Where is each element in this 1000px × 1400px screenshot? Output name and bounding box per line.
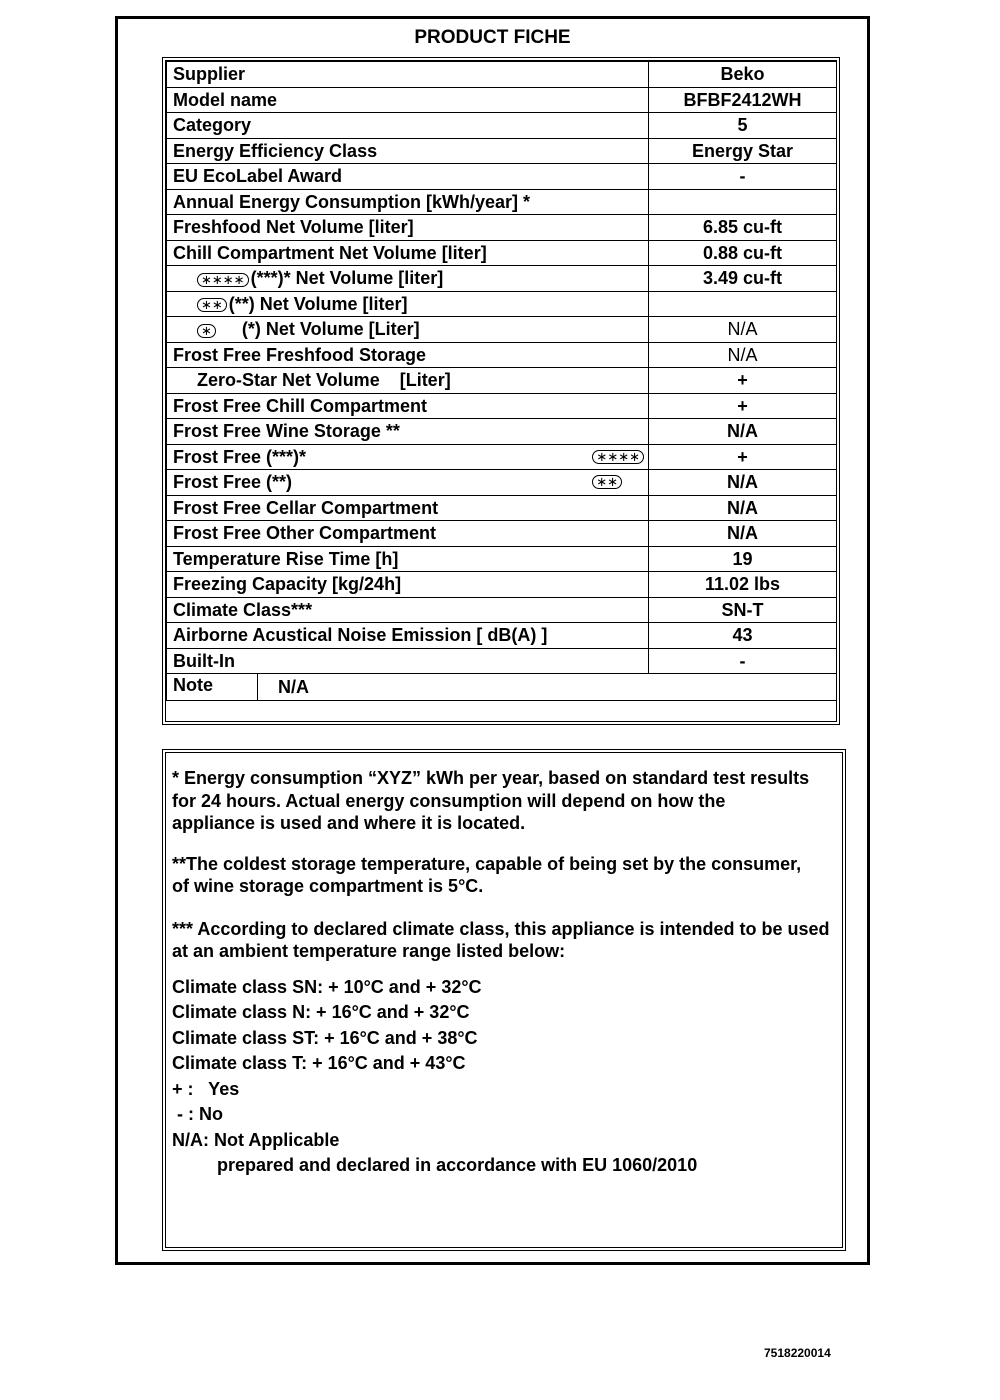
row-label: Annual Energy Consumption [kWh/year] * (167, 189, 649, 215)
row-label: Freshfood Net Volume [liter] (167, 215, 649, 241)
row-value: N/A (649, 470, 837, 496)
row-label-cell (167, 470, 649, 496)
table-row (167, 138, 837, 164)
legend-yes: + : Yes (172, 1078, 240, 1099)
table-row (167, 189, 837, 215)
table-row (167, 572, 837, 598)
row-value: Beko (649, 62, 837, 88)
table-row (167, 470, 837, 496)
footnote-energy: * Energy consumption “XYZ” kWh per year, based on standard test results for 24 hours. Actual energy consumption will depend on how the appliance is used and where it is located. (172, 768, 810, 833)
table-row (167, 419, 837, 445)
row-value: N/A (649, 419, 837, 445)
row-value: BFBF2412WH (649, 87, 837, 113)
row-label: Climate Class*** (167, 597, 649, 623)
row-value: Energy Star (649, 138, 837, 164)
row-label: Frost Free Wine Storage ** (167, 419, 649, 445)
document-code: 7518220014 (764, 1346, 831, 1360)
page-title: PRODUCT FICHE (414, 27, 571, 48)
row-label-cell (167, 317, 649, 343)
row-value: N/A (649, 342, 837, 368)
row-value: 19 (649, 546, 837, 572)
climate-line-n: Climate class N: + 16°C and + 32°C (172, 1002, 470, 1022)
row-value: + (649, 444, 837, 470)
climate-line-t: Climate class T: + 16°C and + 43°C (172, 1053, 466, 1073)
row-label: Frost Free Chill Compartment (167, 393, 649, 419)
table-row (167, 546, 837, 572)
note-row (167, 674, 837, 701)
row-label: Category (167, 113, 649, 139)
table-row (167, 266, 837, 292)
row-value: 11.02 lbs (649, 572, 837, 598)
row-label: Model name (167, 87, 649, 113)
row-value: + (649, 368, 837, 394)
footnotes-frame (162, 749, 846, 1251)
row-label-cell (167, 291, 649, 317)
table-row (167, 240, 837, 266)
row-label: Temperature Rise Time [h] (167, 546, 649, 572)
row-value: + (649, 393, 837, 419)
row-value: 6.85 cu-ft (649, 215, 837, 241)
legend-na: N/A: Not Applicable (172, 1129, 340, 1150)
table-row (167, 495, 837, 521)
row-value: 0.88 cu-ft (649, 240, 837, 266)
row-label: Freezing Capacity [kg/24h] (167, 572, 649, 598)
row-label: Airborne Acustical Noise Emission [ dB(A) ] (167, 623, 649, 649)
one-star-freezer-icon: ∗ (197, 324, 216, 338)
row-label-cell (167, 444, 649, 470)
footnote-climate-class: *** According to declared climate class, this appliance is intended to be used at an ambient temperature range listed below: (172, 918, 830, 961)
table-row (167, 444, 837, 470)
row-label: (***)* Net Volume [liter] (250, 268, 444, 289)
row-label: Frost Free (**) (173, 472, 293, 493)
two-star-freezer-icon: ∗∗ (592, 475, 622, 489)
table-row (167, 648, 837, 674)
row-label-cell (167, 266, 649, 292)
four-star-freezer-icon: ∗∗∗∗ (197, 273, 249, 287)
note-label: Note (167, 674, 258, 700)
row-label: Supplier (167, 62, 649, 88)
row-value (649, 189, 837, 215)
row-label: Built-In (167, 648, 649, 674)
fiche-table (166, 61, 837, 701)
table-row (167, 215, 837, 241)
row-label: Frost Free Cellar Compartment (167, 495, 649, 521)
table-row (167, 342, 837, 368)
declaration-text: prepared and declared in accordance with EU 1060/2010 (217, 1155, 698, 1175)
table-row (167, 87, 837, 113)
row-label: Energy Efficiency Class (167, 138, 649, 164)
table-row (167, 62, 837, 88)
climate-line-st: Climate class ST: + 16°C and + 38°C (172, 1027, 478, 1048)
row-label: (**) Net Volume [liter] (228, 293, 408, 314)
row-value: - (649, 164, 837, 190)
row-value: 5 (649, 113, 837, 139)
row-label: Zero-Star Net Volume [Liter] (167, 368, 649, 394)
row-label: Chill Compartment Net Volume [liter] (167, 240, 649, 266)
table-row (167, 291, 837, 317)
row-label: (*) Net Volume [Liter] (241, 319, 420, 340)
table-row (167, 623, 837, 649)
row-label: EU EcoLabel Award (167, 164, 649, 190)
row-value: N/A (649, 495, 837, 521)
row-value: - (649, 648, 837, 674)
row-value: SN-T (649, 597, 837, 623)
table-row (167, 597, 837, 623)
table-row (167, 393, 837, 419)
table-row (167, 164, 837, 190)
note-cell (167, 674, 837, 701)
table-row (167, 317, 837, 343)
fiche-table-frame (162, 57, 840, 725)
table-row (167, 521, 837, 547)
row-label: Frost Free (***)* (173, 446, 307, 467)
row-value: N/A (649, 521, 837, 547)
four-star-freezer-icon: ∗∗∗∗ (592, 450, 644, 464)
row-value: N/A (649, 317, 837, 343)
table-row (167, 368, 837, 394)
note-value: N/A (278, 677, 309, 697)
row-value (649, 291, 837, 317)
row-label: Frost Free Freshfood Storage (167, 342, 649, 368)
legend-lines (172, 975, 842, 1179)
row-value: 43 (649, 623, 837, 649)
table-row (167, 113, 837, 139)
climate-line-sn: Climate class SN: + 10°C and + 32°C (172, 976, 482, 997)
row-label: Frost Free Other Compartment (167, 521, 649, 547)
legend-no: - : No (172, 1104, 223, 1124)
product-fiche-frame (115, 16, 870, 1265)
row-value: 3.49 cu-ft (649, 266, 837, 292)
two-star-freezer-icon: ∗∗ (197, 298, 227, 312)
footnote-wine-storage: **The coldest storage temperature, capable of being set by the consumer, of wine storage compartment is 5°C. (172, 853, 802, 896)
